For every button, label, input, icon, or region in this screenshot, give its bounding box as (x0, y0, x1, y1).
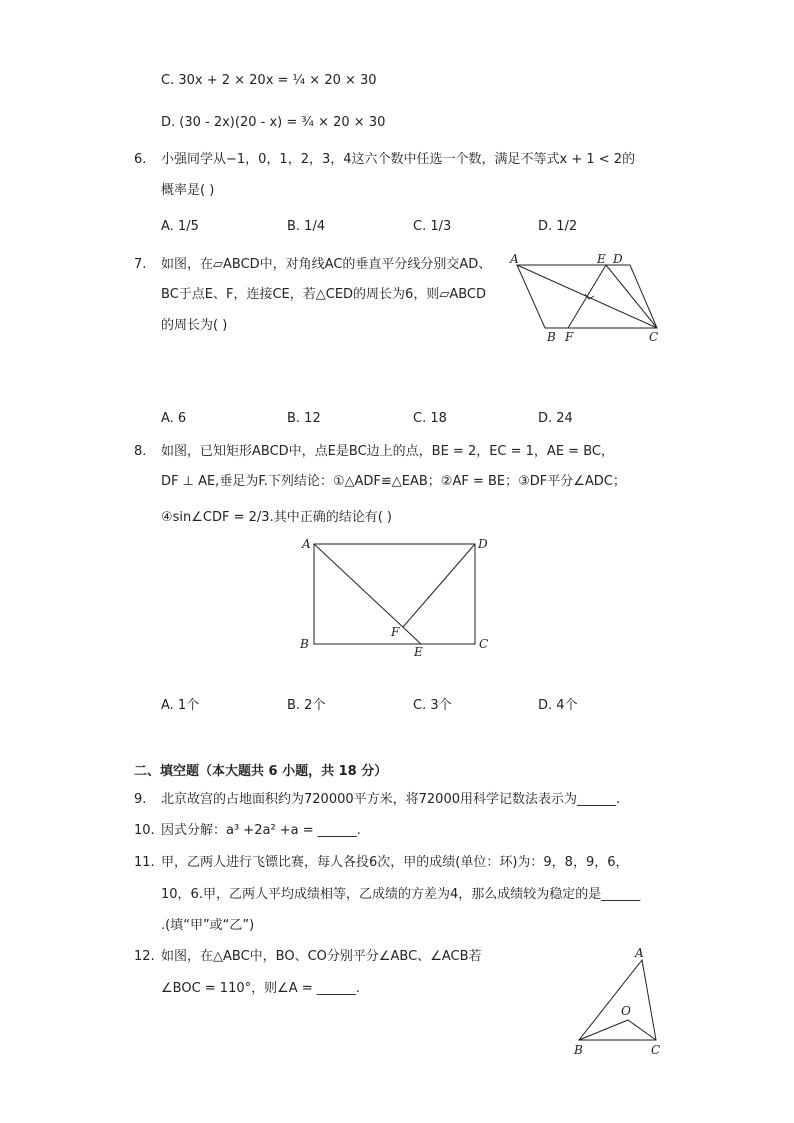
q12-triangle-figure (568, 944, 668, 1059)
q8-text-line2: DF ⊥ AE,垂足为F.下列结论：①△ADF≌△EAB；②AF = BE；③DF平分∠ADC； (161, 474, 626, 489)
q8-label-f: F (391, 625, 400, 639)
q7-label-b: B (547, 330, 556, 344)
q12-text-line1: 如图，在△ABC中，BO、CO分别平分∠ABC、∠ACB若 (161, 949, 482, 964)
q7-parallelogram-figure (505, 250, 670, 345)
q6-text-line2: 概率是( ) (161, 183, 215, 198)
q9-number: 9. (134, 792, 147, 807)
q8-label-a: A (302, 537, 311, 551)
q7-label-a: A (510, 252, 519, 266)
q8-number: 8. (134, 444, 147, 459)
q12-number: 12. (134, 949, 155, 964)
q11-text-line2: 10，6.甲，乙两人平均成绩相等，乙成绩的方差为4，那么成绩较为稳定的是______ (161, 887, 641, 902)
q8-label-c: C (479, 637, 489, 651)
q12-label-b: B (574, 1043, 583, 1057)
q12-segment-co (628, 1020, 656, 1040)
q12-label-c: C (651, 1043, 661, 1057)
q6-option-c: C. 1/3 (413, 219, 452, 234)
q8-rectangle-figure (296, 534, 496, 660)
q8-segment-df (403, 544, 475, 627)
q9-text-line1: 北京故宫的占地面积约为720000平方米，将72000用科学记数法表示为______. (161, 792, 621, 807)
q12-label-a: A (635, 946, 644, 960)
q11-number: 11. (134, 855, 155, 870)
q10-text-line1: 因式分解：a³ +2a² +a = ______. (161, 823, 361, 838)
q6-option-a: A. 1/5 (161, 219, 199, 234)
q7-option-d: D. 24 (538, 411, 573, 426)
q8-option-c: C. 3个 (413, 698, 452, 713)
q7-label-e: E (597, 252, 606, 266)
q5-option-c: C. 30x + 2 × 20x = ¼ × 20 × 30 (161, 73, 377, 88)
q6-text-line1: 小强同学从−1，0，1，2，3，4这六个数中任选一个数，满足不等式x + 1 < 2的 (161, 152, 636, 167)
q7-number: 7. (134, 257, 147, 272)
q8-label-b: B (300, 637, 309, 651)
q7-segment-ce (606, 265, 657, 328)
q7-text-line1: 如图，在▱ABCD中，对角线AC的垂直平分线分别交AD、 (161, 257, 492, 272)
q7-text-line2: BC于点E、F，连接CE，若△CED的周长为6，则▱ABCD (161, 287, 486, 302)
q6-option-d: D. 1/2 (538, 219, 578, 234)
q8-label-d: D (478, 537, 488, 551)
q7-option-b: B. 12 (287, 411, 321, 426)
q8-segment-ae (314, 544, 421, 644)
q5-option-d: D. (30 - 2x)(20 - x) = ¾ × 20 × 30 (161, 115, 386, 130)
q7-label-d: D (613, 252, 623, 266)
q7-label-c: C (649, 330, 659, 344)
q12-text-line2: ∠BOC = 110°，则∠A = ______. (161, 981, 360, 996)
section2-title: 二、填空题（本大题共 6 小题，共 18 分） (134, 764, 388, 779)
q8-option-a: A. 1个 (161, 698, 200, 713)
q7-option-a: A. 6 (161, 411, 187, 426)
q11-text-line3: .(填“甲”或“乙”) (161, 918, 255, 933)
q10-number: 10. (134, 823, 155, 838)
q12-triangle-abc (579, 960, 656, 1040)
q8-text-line1: 如图，已知矩形ABCD中，点E是BC边上的点，BE = 2，EC = 1，AE = BC， (161, 444, 614, 459)
q6-number: 6. (134, 152, 147, 167)
q8-label-e: E (414, 645, 423, 659)
q7-option-c: C. 18 (413, 411, 447, 426)
q11-text-line1: 甲，乙两人进行飞镖比赛，每人各投6次，甲的成绩(单位：环)为：9，8，9，6， (161, 855, 629, 870)
q8-text-line3: ④sin∠CDF = 2/3.其中正确的结论有( ) (161, 510, 392, 525)
q8-option-d: D. 4个 (538, 698, 578, 713)
q6-option-b: B. 1/4 (287, 219, 326, 234)
q7-text-line3: 的周长为( ) (161, 318, 228, 333)
q7-label-f: F (565, 330, 574, 344)
q8-option-b: B. 2个 (287, 698, 326, 713)
q12-label-o: O (621, 1004, 631, 1018)
